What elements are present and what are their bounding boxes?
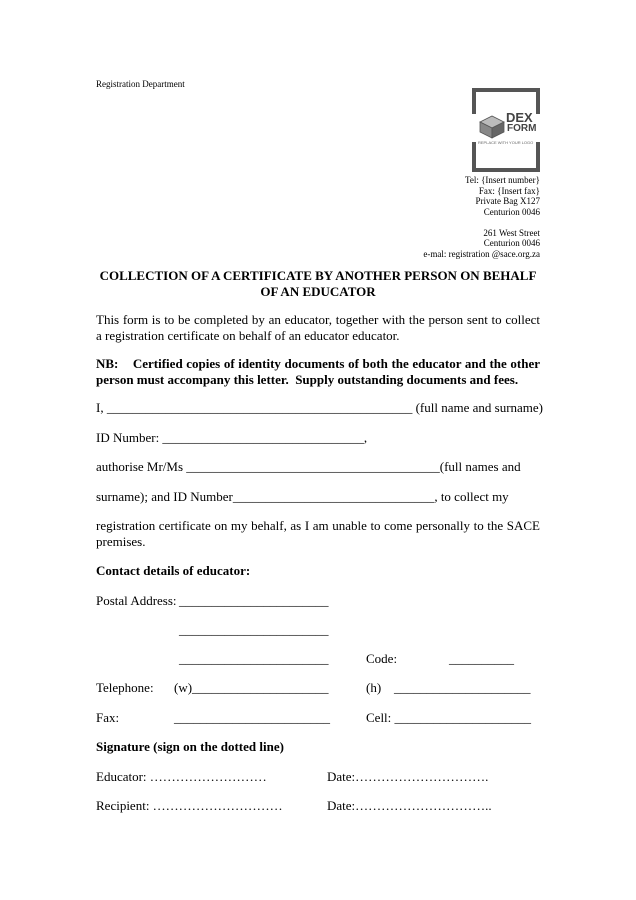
company-logo	[472, 88, 540, 172]
contact-city: Centurion 0046	[483, 206, 540, 217]
intro-paragraph: This form is to be completed by an educator, together with the person sent to collect a registration certificate on behalf of an educator educator.	[96, 312, 540, 343]
recipient-signature-line[interactable]: Recipient: …………………………	[96, 798, 283, 813]
educator-signature-line[interactable]: Educator: ………………………	[96, 769, 267, 784]
contact-fax: Fax: {Insert fax}	[478, 185, 540, 196]
code-field[interactable]: __________	[449, 651, 514, 666]
postal-address-field[interactable]: _______________________	[179, 593, 329, 608]
title-line: OF AN EDUCATOR	[260, 284, 376, 299]
telephone-work-field[interactable]: (w)_____________________	[174, 680, 329, 695]
authorise-line[interactable]: authorise Mr/Ms _______________________________________(full names and	[96, 459, 521, 474]
postal-address-field[interactable]: _______________________	[179, 622, 329, 637]
id-number-line[interactable]: ID Number: _______________________________,	[96, 430, 368, 445]
postal-address-label: Postal Address:	[96, 593, 177, 608]
telephone-home-field[interactable]: _____________________	[394, 680, 531, 695]
logo-text-line2: FORM	[507, 123, 537, 134]
department-name: Registration Department	[96, 79, 185, 89]
signature-heading: Signature (sign on the dotted line)	[96, 739, 284, 754]
contact-details-heading: Contact details of educator:	[96, 563, 251, 578]
recipient-date-line[interactable]: Date:…………………………..	[327, 798, 492, 813]
nb-paragraph: NB: Certified copies of identity documents of both the educator and the other person must accompany this letter. Supply outstanding documents and fees.	[96, 356, 544, 387]
fax-field[interactable]: ________________________	[174, 710, 330, 725]
logo-tagline: REPLACE WITH YOUR LOGO	[478, 140, 534, 145]
document-title	[96, 268, 540, 300]
cell-field[interactable]: Cell: _____________________	[366, 710, 532, 725]
collect-paragraph: registration certificate on my behalf, as I am unable to come personally to the SACE premises.	[96, 518, 540, 549]
title-line: COLLECTION OF A CERTIFICATE BY ANOTHER PERSON ON BEHALF	[99, 268, 537, 283]
contact-block	[380, 175, 540, 259]
box-icon	[480, 116, 504, 138]
full-name-line[interactable]: I, _______________________________________________ (full name and surname)	[96, 400, 544, 415]
fax-label: Fax:	[96, 710, 120, 725]
postal-address-field[interactable]: _______________________	[179, 651, 329, 666]
contact-street: 261 West Street	[483, 227, 540, 238]
telephone-home-label: (h)	[366, 680, 382, 695]
telephone-label: Telephone:	[96, 680, 154, 695]
logo-text-line1: DEX	[506, 110, 533, 125]
contact-email: e-mal: registration @sace.org.za	[423, 248, 540, 259]
contact-tel: Tel: {Insert number}	[465, 175, 540, 185]
contact-bag: Private Bag X127	[475, 196, 540, 206]
contact-city: Centurion 0046	[483, 238, 540, 248]
code-label: Code:	[366, 651, 398, 666]
educator-date-line[interactable]: Date:………………………….	[327, 769, 489, 784]
id-number-second-line[interactable]: surname); and ID Number_______________________________, to collect my	[96, 489, 509, 504]
